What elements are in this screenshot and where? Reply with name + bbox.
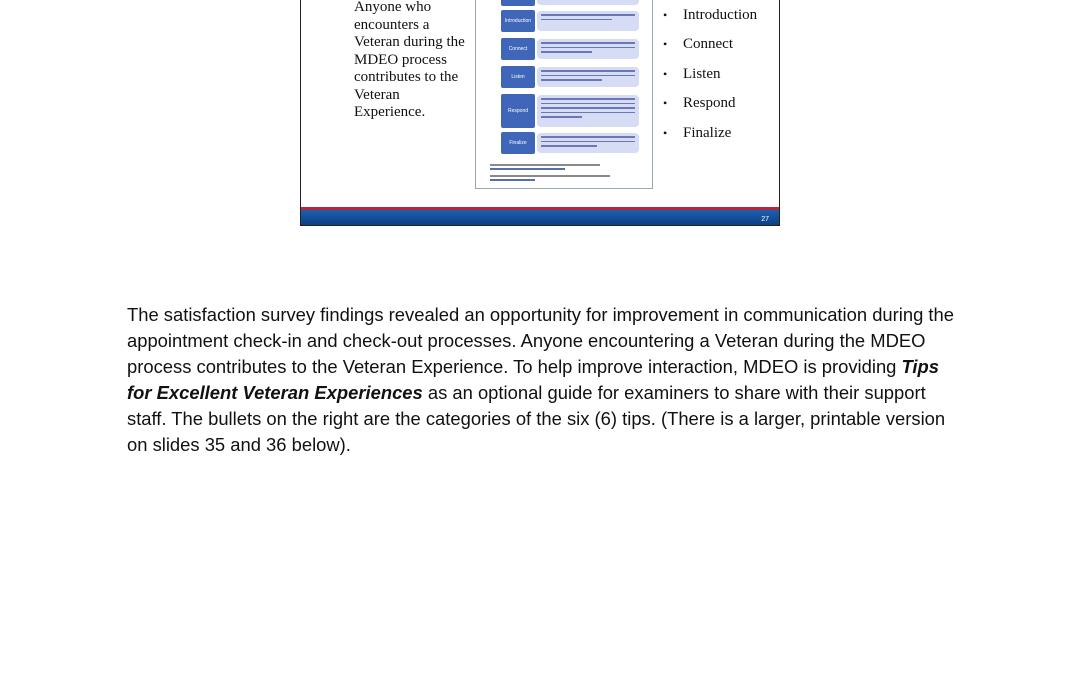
slide-thumbnail — [300, 0, 780, 226]
speaker-notes: The satisfaction survey findings revealed an opportunity for improvement in communication during the appointment check-in and check-out processes. Anyone encountering a Veteran during the MDEO process contributes to the Veteran Experience. To help improve interaction, MDEO is providing Tips for Excellent Veteran Experiences as an optional guide for examiners to share with their support staff. The bullets on the right are the categories of the six (6) tips. (There is a larger, printable version on slides 35 and 36 below). — [127, 304, 954, 455]
footnote-link — [490, 179, 535, 181]
step-body — [537, 67, 639, 87]
footnote-line — [490, 164, 600, 166]
step-label: Connect — [501, 38, 535, 60]
footnote-link — [490, 168, 565, 170]
step-label: Introduction — [501, 10, 535, 32]
bullet-item: • Finalize — [663, 124, 732, 141]
slide-number: 27 — [761, 216, 769, 223]
step-body — [537, 11, 639, 31]
bullet-item: • Introduction — [663, 7, 758, 23]
footnote-line — [490, 175, 610, 177]
slide-left-text: Anyone who encounters a Veteran during the MDEO process contributes to the Veteran Experience. — [354, 0, 465, 120]
bullet-item: • Connect — [663, 36, 733, 53]
step-label: Listen — [501, 66, 535, 88]
category-bullet-list — [663, 7, 757, 154]
tips-document-thumbnail — [475, 0, 653, 189]
step-label: Finalize — [501, 132, 535, 154]
step-label: Respond — [501, 94, 535, 128]
bullet-item: • Respond — [663, 95, 736, 112]
step-body — [537, 39, 639, 59]
bullet-item: • Listen — [663, 65, 721, 82]
notes-emphasis: Tips for Excellent Veteran Experiences — [127, 356, 939, 403]
step-body — [537, 95, 639, 127]
slide-footer-bar — [301, 207, 779, 225]
step-body — [537, 133, 639, 153]
